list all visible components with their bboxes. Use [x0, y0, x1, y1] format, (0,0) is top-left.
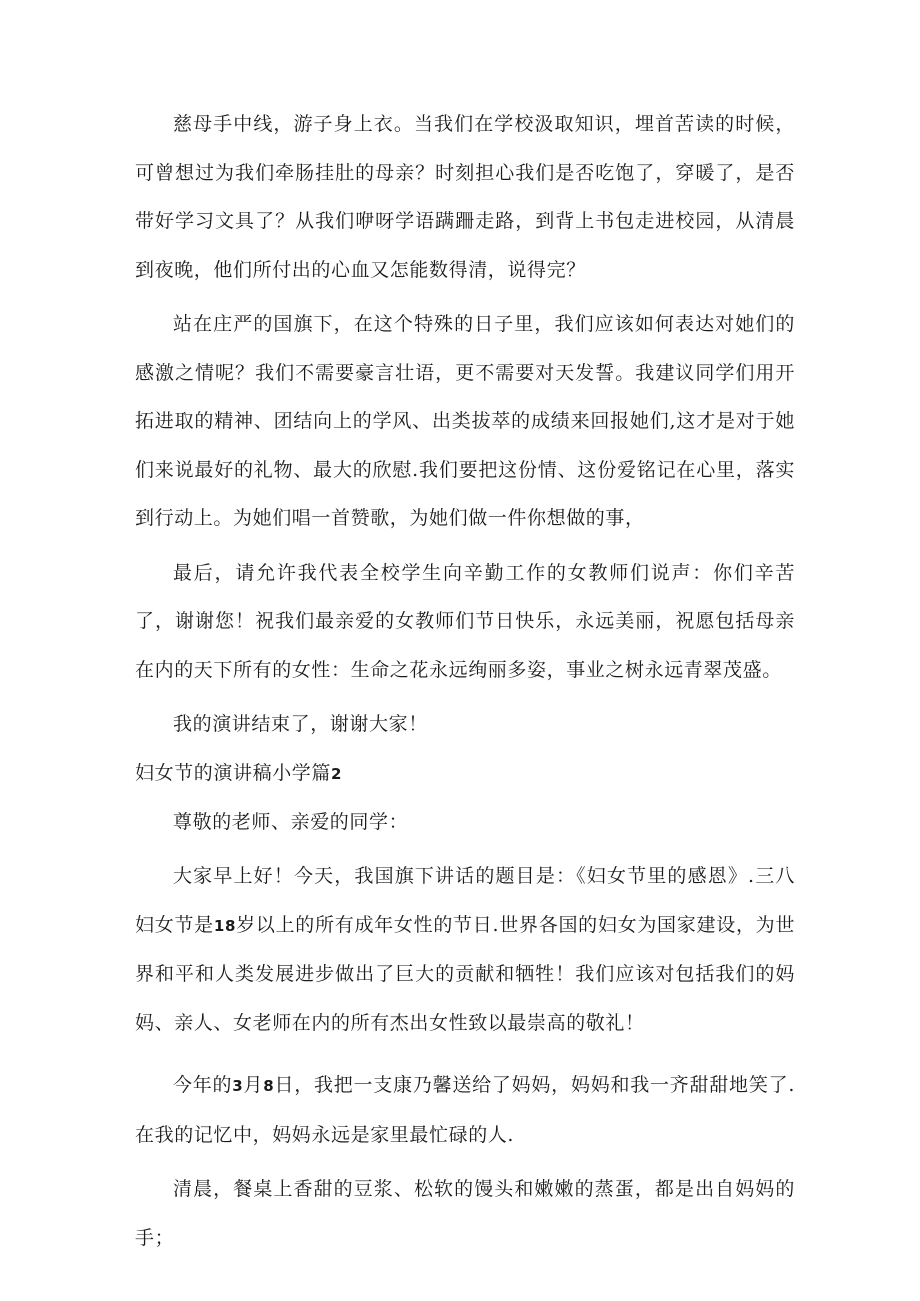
- intro-text-b: 岁以上的所有成年女性的节日.世界各国的妇女为国家建设，为世界和平和人类发展进步做出了巨大的贡献和牺牲！我们应该对包括我们的妈妈、亲人、女老师在内的所有杰出女性致以最崇高的敬礼！: [135, 913, 795, 1034]
- paragraph-morning: 清晨，餐桌上香甜的豆浆、松软的馒头和嫩嫩的蒸蛋，都是出自妈妈的手；: [135, 1178, 795, 1249]
- intro-age-number: 18: [213, 916, 236, 935]
- paragraph-speech-end: 我的演讲结束了，谢谢大家！: [173, 713, 428, 735]
- document-body: [135, 100, 795, 1262]
- section-heading: [135, 749, 795, 798]
- paragraph-gap: [135, 1047, 795, 1061]
- paragraph-flag-gratitude: 站在庄严的国旗下，在这个特殊的日子里，我们应该如何表达对她们的感激之情呢？我们不需要豪言壮语，更不需要对天发誓。我建议同学们用开拓进取的精神、团结向上的学风、出类拔萃的成绩来回报她们,这才是对于她们来说最好的礼物、最大的欣慰.我们要把这份情、这份爱铭记在心里，落实到行动上。为她们唱一首赞歌，为她们做一件你想做的事，: [135, 313, 795, 529]
- date-text-a: 今年的: [173, 1074, 233, 1096]
- date-text-b: 月: [243, 1074, 264, 1096]
- section-heading-number: 2: [331, 764, 343, 783]
- date-day-number: 8: [263, 1077, 275, 1095]
- date-month-number: 3: [232, 1077, 244, 1095]
- paragraph-mothers-care: 慈母手中线，游子身上衣。当我们在学校汲取知识，埋首苦读的时候，可曾想过为我们牵肠挂肚的母亲？时刻担心我们是否吃饱了，穿暖了，是否带好学习文具了？从我们咿呀学语蹒跚走路，到背上书包走进校园，从清晨到夜晚，他们所付出的心血又怎能数得清，说得完？: [135, 113, 795, 281]
- section-heading-text: 妇女节的演讲稿小学篇: [135, 761, 332, 784]
- paragraph-march-eighth: [135, 1061, 795, 1159]
- paragraph-greeting: 尊敬的老师、亲爱的同学：: [173, 810, 409, 833]
- intro-text-a: 大家早上好！今天，我国旗下讲话的题目是：《妇女节里的感恩》.三八妇女节是: [135, 865, 795, 936]
- date-text-c: 日，我把一支康乃馨送给了妈妈，妈妈和我一齐甜甜地笑了.在我的记忆中，妈妈永远是家里最忙碌的人.: [135, 1074, 795, 1146]
- paragraph-intro: [135, 852, 795, 1047]
- paragraph-closing-thanks: 最后，请允许我代表全校学生向辛勤工作的女教师们说声：你们辛苦了，谢谢您！祝我们最亲爱的女教师们节日快乐，永远美丽，祝愿包括母亲在内的天下所有的女性：生命之花永远绚丽多姿，事业之树永远青翠茂盛。: [135, 561, 795, 681]
